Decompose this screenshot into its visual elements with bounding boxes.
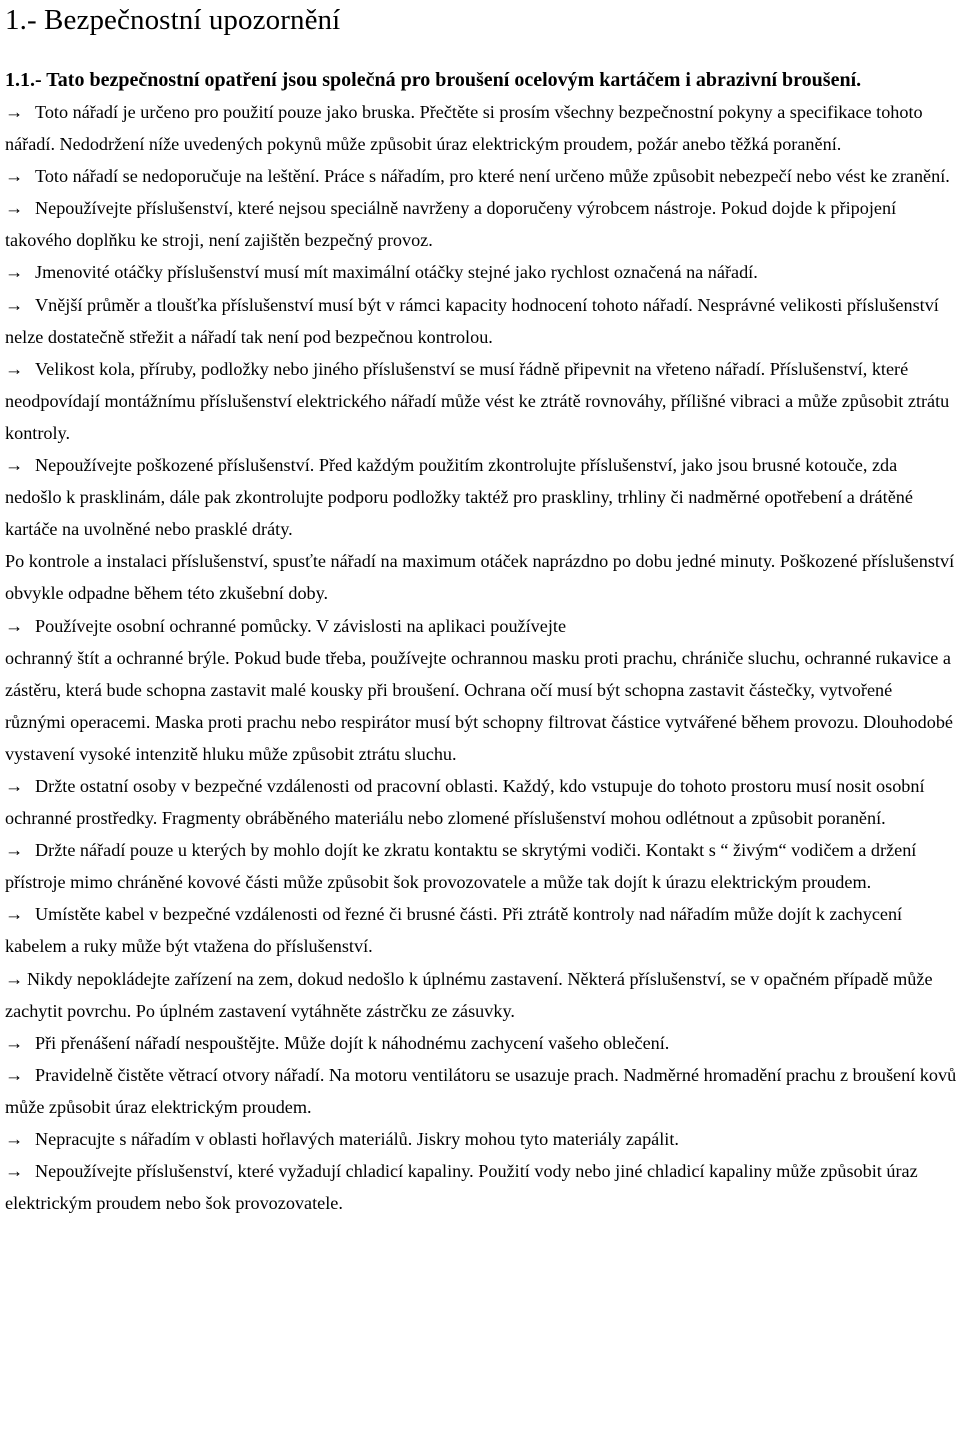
arrow-right-icon: → bbox=[5, 1129, 24, 1149]
instruction-paragraph bbox=[5, 898, 957, 962]
arrow-right-icon: → bbox=[5, 840, 24, 861]
paragraph-text: Po kontrole a instalaci příslušenství, spusťte nářadí na maximum otáček naprázdno po dobu jedné minuty. Poškozené příslušenství obvykle odpadne během této zkušební doby. bbox=[5, 551, 955, 604]
document-page bbox=[5, 0, 957, 1219]
arrow-right-icon: → bbox=[5, 1064, 24, 1085]
paragraph-text: Používejte osobní ochranné pomůcky. V závislosti na aplikaci používejte bbox=[35, 615, 567, 636]
section-subtitle: 1.1.- Tato bezpečnostní opatření jsou společná pro broušení ocelovým kartáčem i abrazivní broušení. bbox=[5, 69, 862, 91]
instruction-paragraph bbox=[5, 545, 957, 609]
instruction-paragraph bbox=[5, 834, 957, 898]
paragraph-text: Nepoužívejte příslušenství, které vyžadují chladicí kapaliny. Použití vody nebo jiné chladicí kapaliny může způsobit úraz elektrickým proudem nebo šok provozovatele. bbox=[5, 1161, 918, 1214]
arrow-right-icon: → bbox=[5, 615, 24, 636]
instruction-paragraph bbox=[5, 610, 957, 642]
instruction-paragraph bbox=[5, 642, 957, 770]
instruction-paragraph bbox=[5, 96, 957, 160]
instruction-paragraph bbox=[5, 160, 957, 192]
paragraph-text: Jmenovité otáčky příslušenství musí mít maximální otáčky stejné jako rychlost označená na nářadí. bbox=[35, 262, 758, 283]
safety-instructions bbox=[5, 96, 957, 1219]
arrow-right-icon: → bbox=[5, 198, 24, 219]
paragraph-text: Nikdy nepokládejte zařízení na zem, dokud nedošlo k úplnému zastavení. Některá příslušenství, se v opačném případě může zachytit povrchu. Po úplném zastavení vytáhněte zástrčku ze zásuvky. bbox=[5, 968, 933, 1021]
paragraph-text: Velikost kola, příruby, podložky nebo jiného příslušenství se musí řádně připevnit na vřeteno nářadí. Příslušenství, které neodpovídají montážnímu příslušenství elektrického nářadí může vést ke ztrátě rovnováhy, přílišné vibraci a může způsobit ztrátu kontroly. bbox=[5, 358, 950, 443]
instruction-paragraph bbox=[5, 192, 957, 256]
instruction-paragraph bbox=[5, 449, 957, 545]
paragraph-text: Držte ostatní osoby v bezpečné vzdálenosti od pracovní oblasti. Každý, kdo vstupuje do tohoto prostoru musí nosit osobní ochranné prostředky. Fragmenty obráběného materiálu nebo zlomené příslušenství mohou odlétnout a způsobit poranění. bbox=[5, 775, 925, 829]
instruction-paragraph bbox=[5, 1027, 957, 1059]
arrow-right-icon: → bbox=[5, 1032, 24, 1053]
paragraph-text: Nepoužívejte poškozené příslušenství. Před každým použitím zkontrolujte příslušenství, jako jsou brusné kotouče, zda nedošlo k prasklinám, dále pak zkontrolujte podporu podložky taktéž pro praskliny, trhliny či nadměrné opotřebení a drátěné kartáče na uvolněné nebo prasklé dráty. bbox=[5, 455, 913, 540]
arrow-right-icon: → bbox=[5, 262, 24, 283]
page-title: 1.- Bezpečnostní upozornění bbox=[5, 4, 341, 36]
arrow-right-icon: → bbox=[5, 455, 24, 476]
arrow-right-icon: → bbox=[5, 775, 24, 796]
instruction-paragraph bbox=[5, 289, 957, 353]
paragraph-text: Držte nářadí pouze u kterých by mohlo dojít ke zkratu kontaktu se skrytými vodiči. Kontakt s “ živým“ vodičem a držení přístroje mimo chráněné kovové části může způsobit šok provozovatele a může tak dojít k úrazu elektrickým proudem. bbox=[5, 840, 917, 893]
paragraph-text: Vnější průměr a tloušťka příslušenství musí být v rámci kapacity hodnocení tohoto nářadí. Nesprávné velikosti příslušenství nelze dostatečně střežit a nářadí tak není pod bezpečnou kontrolou. bbox=[5, 294, 939, 347]
arrow-right-icon: → bbox=[5, 294, 24, 315]
paragraph-text: Nepracujte s nářadím v oblasti hořlavých materiálů. Jiskry mohou tyto materiály zapálit. bbox=[35, 1129, 679, 1149]
instruction-paragraph bbox=[5, 1155, 957, 1219]
instruction-paragraph bbox=[5, 1059, 957, 1123]
paragraph-text: ochranný štít a ochranné brýle. Pokud bude třeba, používejte ochrannou masku proti prachu, chrániče sluchu, ochranné rukavice a zástěru, která bude schopna zastavit malé kousky při broušení. Ochrana očí musí být schopna zastavit částečky, vytvořené různými operacemi. Maska proti prachu nebo respirátor musí být schopny filtrovat částice vytvářené během provozu. Dlouhodobé vystavení vysoké intenzitě hluku může způsobit ztrátu sluchu. bbox=[5, 647, 953, 764]
instruction-paragraph bbox=[5, 353, 957, 449]
arrow-right-icon: → bbox=[5, 968, 24, 989]
paragraph-text: Umístěte kabel v bezpečné vzdálenosti od řezné či brusné části. Při ztrátě kontroly nad nářadím může dojít k zachycení kabelem a ruky může být vtažena do příslušenství. bbox=[5, 904, 903, 957]
instruction-paragraph bbox=[5, 963, 957, 1027]
arrow-right-icon: → bbox=[5, 904, 24, 925]
paragraph-text: Pravidelně čistěte větrací otvory nářadí. Na motoru ventilátoru se usazuje prach. Nadměrné hromadění prachu z broušení kovů může způsobit úraz elektrickým proudem. bbox=[5, 1064, 957, 1117]
instruction-paragraph bbox=[5, 256, 957, 288]
arrow-right-icon: → bbox=[5, 166, 24, 187]
paragraph-text: Toto nářadí se nedoporučuje na leštění. Práce s nářadím, pro které není určeno může způsobit nebezpečí nebo vést ke zranění. bbox=[35, 166, 950, 187]
arrow-right-icon: → bbox=[5, 102, 24, 122]
paragraph-text: Při přenášení nářadí nespouštějte. Může dojít k náhodnému zachycení vašeho oblečení. bbox=[35, 1032, 670, 1053]
arrow-right-icon: → bbox=[5, 1161, 24, 1182]
instruction-paragraph bbox=[5, 770, 957, 834]
paragraph-text: Nepoužívejte příslušenství, které nejsou speciálně navrženy a doporučeny výrobcem nástroje. Pokud dojde k připojení takového doplňku ke stroji, není zajištěn bezpečný provoz. bbox=[5, 198, 897, 251]
arrow-right-icon: → bbox=[5, 358, 24, 379]
paragraph-text: Toto nářadí je určeno pro použití pouze jako bruska. Přečtěte si prosím všechny bezpečnostní pokyny a specifikace tohoto nářadí. Nedodržení níže uvedených pokynů může způsobit úraz elektrickým proudem, požár anebo těžká poranění. bbox=[5, 102, 923, 155]
instruction-paragraph bbox=[5, 1123, 957, 1155]
